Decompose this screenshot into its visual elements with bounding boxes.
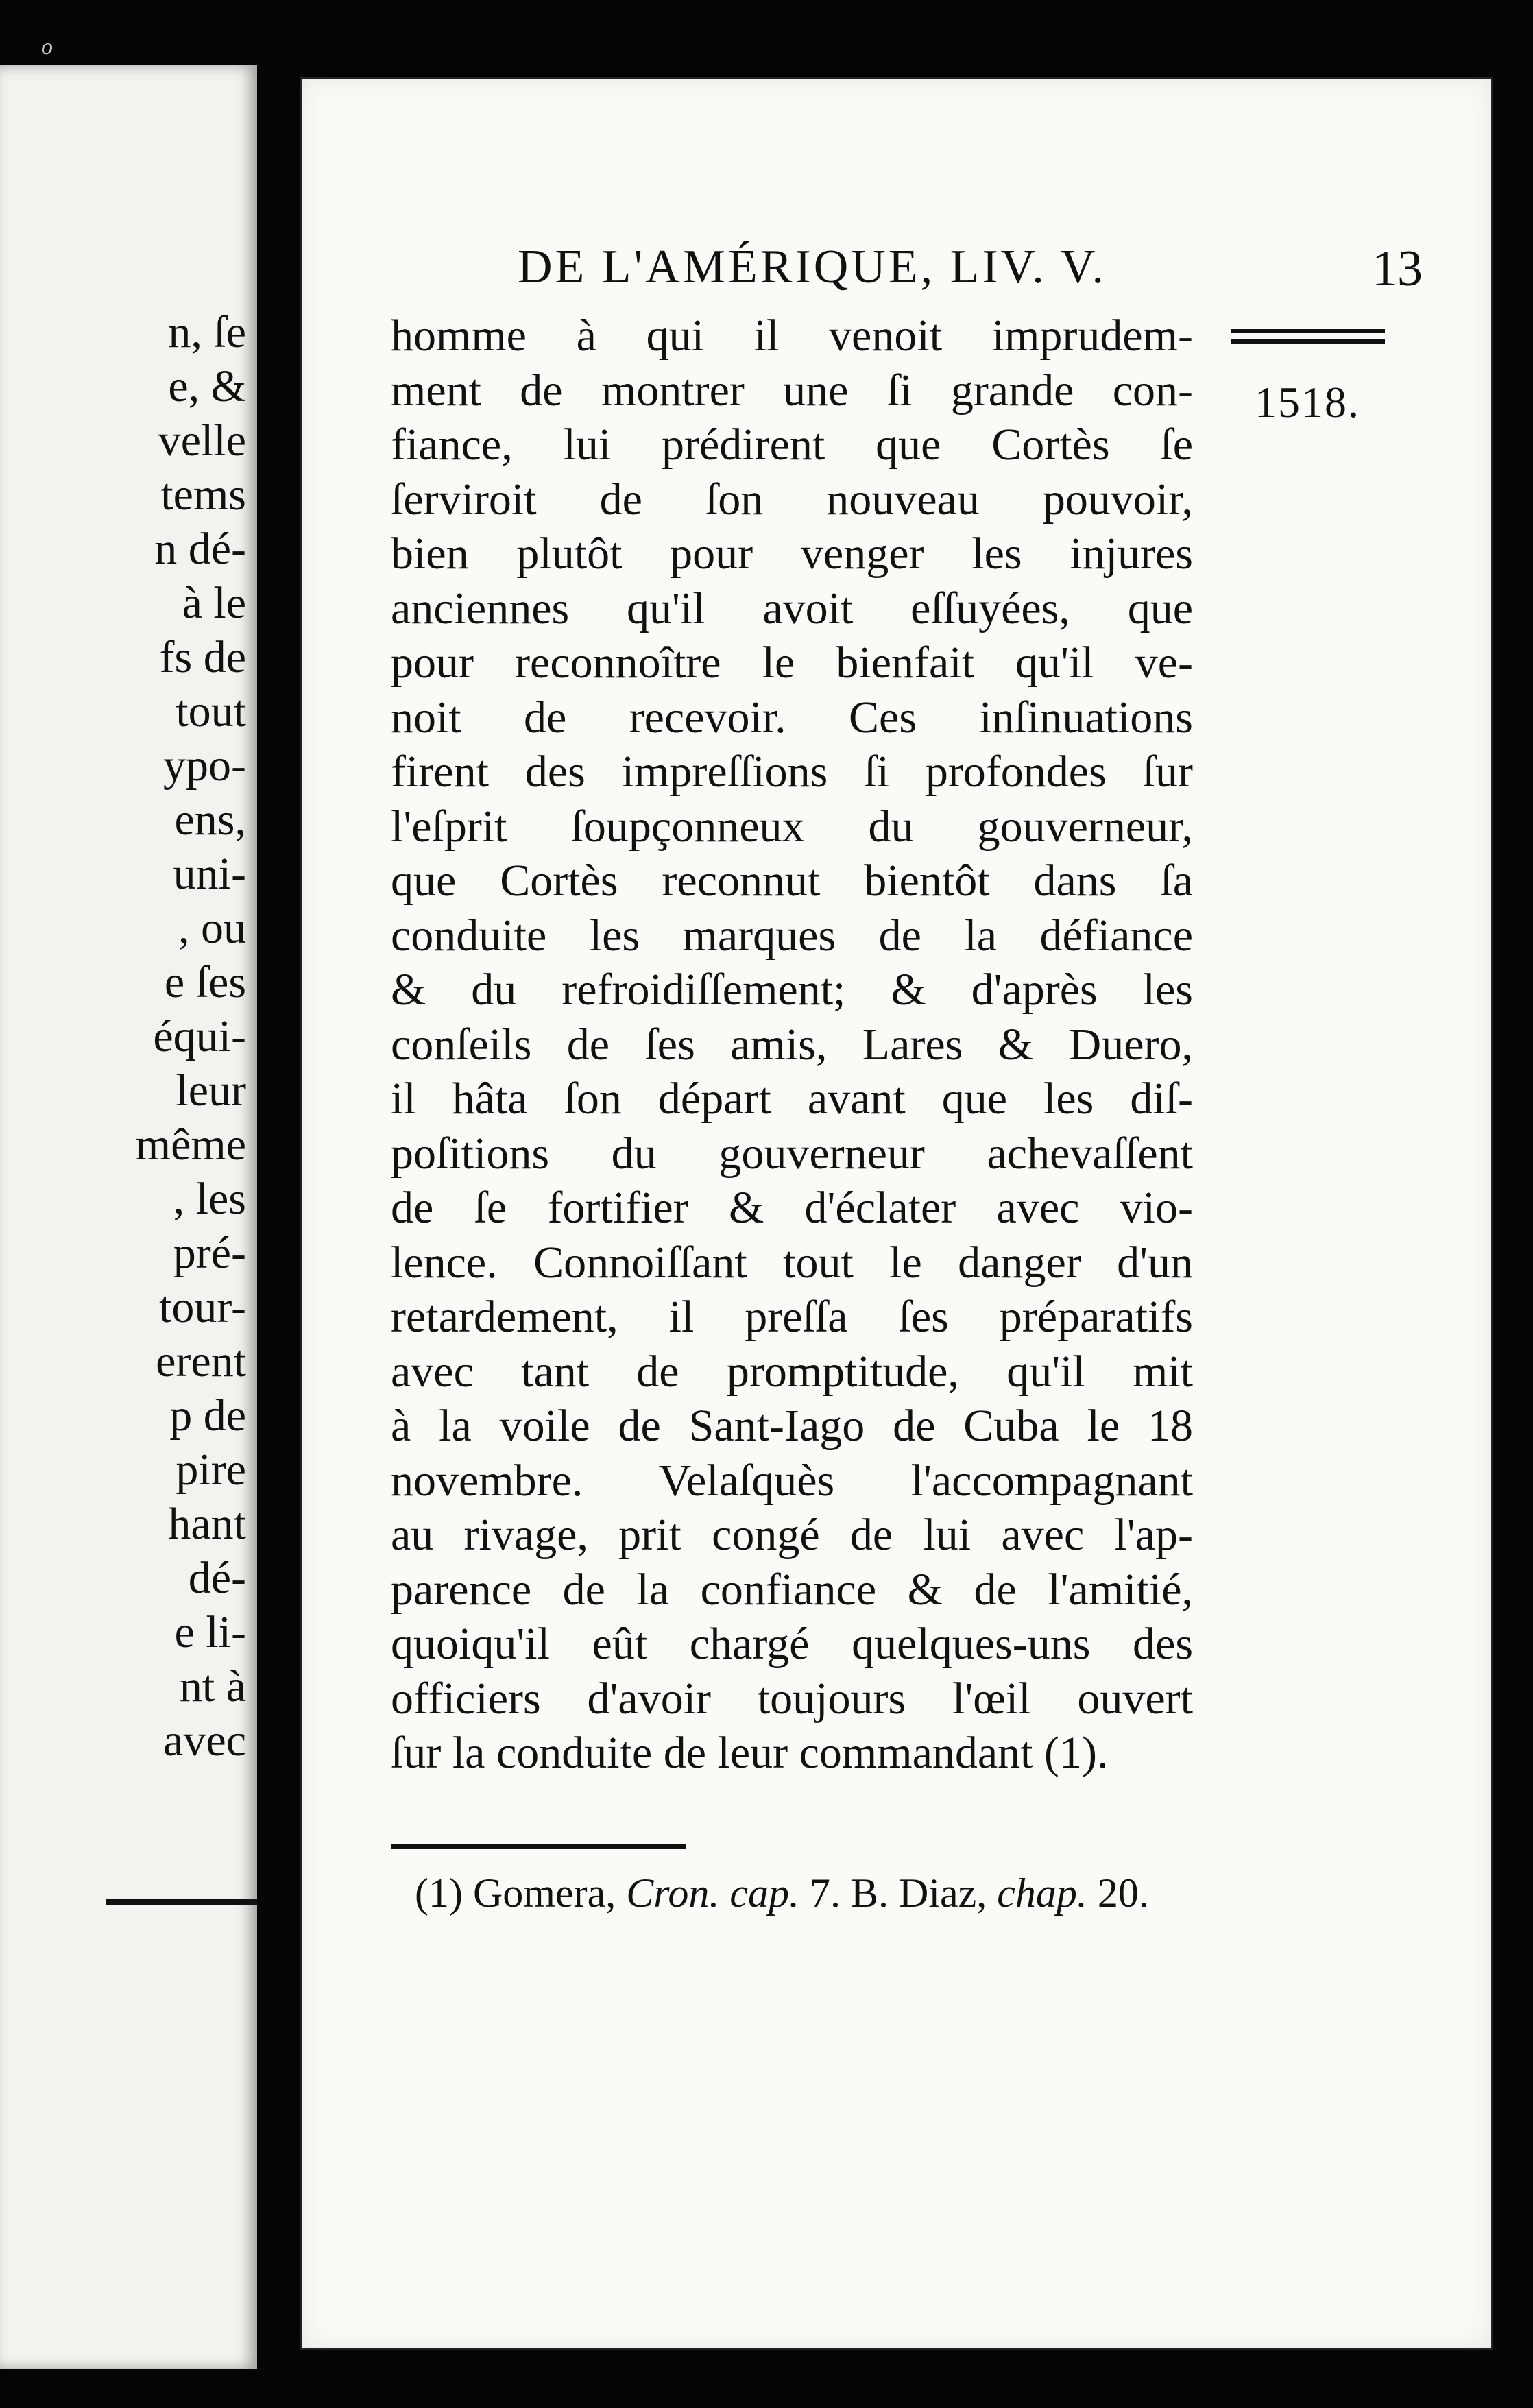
text-line: officiers d'avoir toujours l'œil ouvert — [391, 1673, 1193, 1724]
left-page — [0, 65, 257, 2369]
footnote-marker: (1) — [415, 1870, 463, 1916]
left-page-line: pré- — [173, 1228, 246, 1278]
text-line: fiance, lui prédirent que Cortès ſe — [391, 420, 1193, 470]
text-line: avec tant de promptitude, qu'il mit — [391, 1346, 1193, 1397]
left-page-line: e, & — [168, 361, 246, 411]
margin-date: 1518. — [1255, 378, 1360, 426]
left-page-line: tems — [160, 470, 246, 520]
left-page-line: nt à — [179, 1661, 246, 1711]
text-line: bien plutôt pour venger les injures — [391, 529, 1193, 579]
text-line: l'eſprit ſoupçonneux du gouverneur, — [391, 801, 1193, 852]
text-line: que Cortès reconnut bientôt dans ſa — [391, 856, 1193, 906]
text-line: & du refroidiſſement; & d'après les — [391, 965, 1193, 1015]
text-line: au rivage, prit congé de lui avec l'ap- — [391, 1510, 1193, 1560]
left-page-footnote-rule — [106, 1899, 257, 1905]
left-page-line: même — [135, 1120, 246, 1170]
page-number: 13 — [1372, 241, 1423, 297]
left-page-line: ens, — [174, 795, 246, 845]
footnote-ref: 7. — [810, 1870, 841, 1916]
text-line: de ſe fortifier & d'éclater avec vio- — [391, 1183, 1193, 1233]
left-page-line: velle — [158, 416, 246, 466]
left-page-line: , ou — [178, 903, 246, 953]
left-page-line: tour- — [159, 1282, 246, 1332]
left-page-line: n, ſe — [168, 307, 246, 357]
left-page-line: fs de — [159, 632, 246, 682]
footnote-citation: Cron. cap. — [626, 1870, 799, 1916]
left-page-line: pire — [176, 1445, 246, 1495]
text-line: homme à qui il venoit imprudem- — [391, 311, 1193, 361]
text-line: ſur la conduite de leur commandant (1). — [391, 1728, 1109, 1778]
text-line: retardement, il preſſa ſes préparatifs — [391, 1292, 1193, 1342]
footnote — [415, 1870, 1149, 1917]
footnote-author: Gomera, — [472, 1870, 616, 1916]
text-line: quoiqu'il eût chargé quelques-uns des — [391, 1619, 1193, 1669]
margin-double-rule-top — [1231, 329, 1385, 333]
text-line: ſerviroit de ſon nouveau pouvoir, — [391, 474, 1193, 525]
footnote-citation: chap. — [997, 1870, 1087, 1916]
text-line: poſitions du gouverneur achevaſſent — [391, 1128, 1193, 1179]
left-page-line: tout — [176, 686, 246, 736]
footnote-author: B. Diaz, — [851, 1870, 987, 1916]
left-page-line: avec — [163, 1715, 246, 1766]
left-page-line: dé- — [188, 1553, 246, 1603]
left-page-line: ypo- — [163, 741, 246, 791]
book-page — [302, 79, 1491, 2348]
left-page-line: à le — [182, 578, 246, 628]
text-line: il hâta ſon départ avant que les diſ- — [391, 1074, 1193, 1124]
margin-double-rule-bottom — [1231, 339, 1385, 344]
text-line: anciennes qu'il avoit eſſuyées, que — [391, 583, 1193, 634]
text-line: noit de recevoir. Ces inſinuations — [391, 692, 1193, 743]
text-line: firent des impreſſions ſi profondes ſur — [391, 747, 1193, 797]
left-page-line: n dé- — [154, 524, 246, 574]
left-page-line: , les — [173, 1174, 246, 1224]
running-head — [518, 240, 1423, 309]
text-line: à la voile de Sant-Iago de Cuba le 18 — [391, 1401, 1193, 1451]
footnote-ref: 20. — [1097, 1870, 1149, 1916]
running-head-title: DE L'AMÉRIQUE, LIV. V. — [518, 241, 1107, 293]
corner-mark: o — [41, 34, 53, 60]
text-line: ment de montrer une ſi grande con- — [391, 365, 1193, 416]
left-page-line: p de — [169, 1390, 246, 1441]
text-line: conduite les marques de la défiance — [391, 910, 1193, 961]
footnote-rule — [391, 1844, 686, 1849]
left-page-text — [136, 305, 246, 1768]
left-page-line: e ſes — [164, 957, 246, 1007]
left-page-line: e li- — [174, 1607, 246, 1657]
left-page-line: équi- — [153, 1011, 246, 1061]
text-line: novembre. Velaſquès l'accompagnant — [391, 1455, 1193, 1506]
left-page-line: leur — [176, 1065, 246, 1116]
text-line: lence. Connoiſſant tout le danger d'un — [391, 1237, 1193, 1288]
text-line: pour reconnoître le bienfait qu'il ve- — [391, 638, 1193, 688]
text-line: parence de la confiance & de l'amitié, — [391, 1564, 1193, 1615]
body-text — [391, 309, 1193, 1781]
left-page-line: hant — [168, 1499, 246, 1549]
left-page-line: erent — [156, 1336, 246, 1386]
text-line: conſeils de ſes amis, Lares & Duero, — [391, 1019, 1193, 1070]
left-page-line: uni- — [173, 849, 246, 899]
